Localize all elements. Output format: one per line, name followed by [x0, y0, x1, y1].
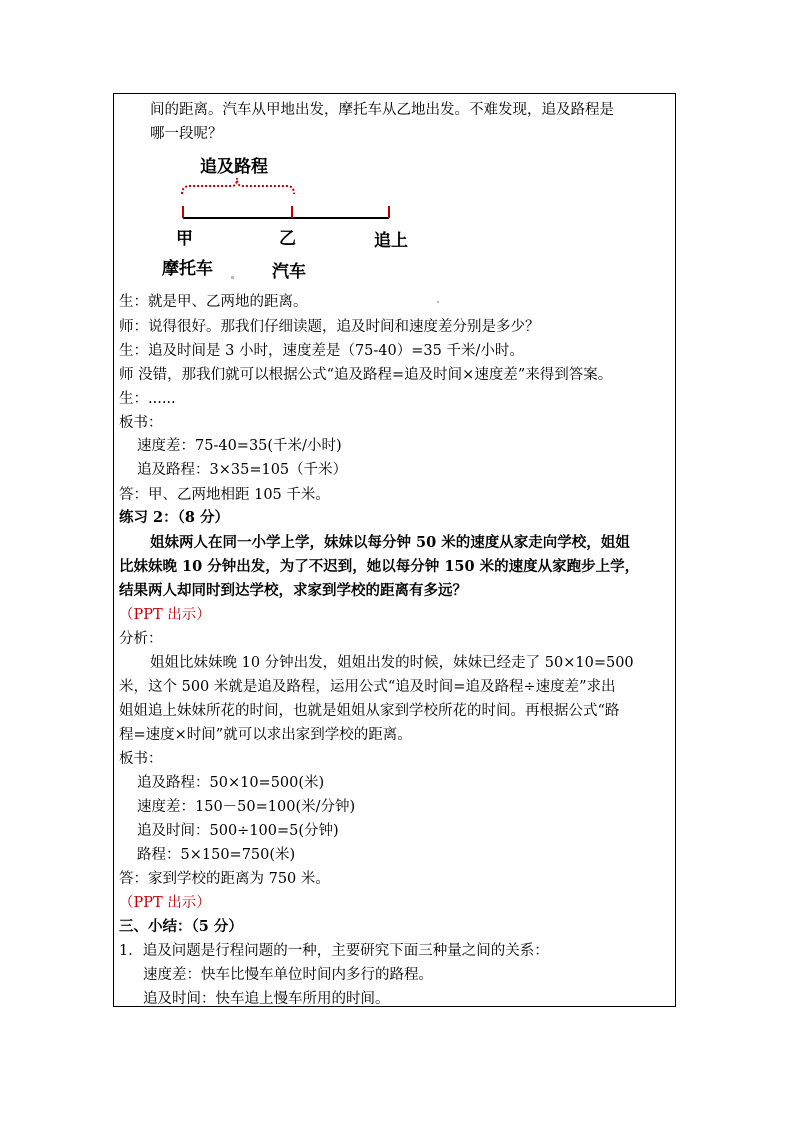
board2-item-speed-diff: 速度差：150－50=100(米/分钟) — [137, 799, 356, 815]
intro-line-1: 间的距离。汽车从甲地出发，摩托车从乙地出发。不难发现，追及路程是 — [150, 102, 614, 118]
point-a-label: 甲 — [176, 229, 193, 249]
board1-item-distance: 追及路程：3×35=105（千米） — [137, 462, 348, 478]
speck-mark — [437, 301, 439, 303]
analysis-line-4: 程=速度×时间”就可以求出家到学校的距离。 — [119, 727, 412, 743]
analysis-title: 分析： — [119, 631, 163, 647]
board2-title: 板书： — [119, 751, 163, 767]
analysis-line-1: 姐姐比妹妹晚 10 分钟出发，姐姐出发的时候，妹妹已经走了 50×10=500 — [150, 655, 634, 671]
board2-item-time: 追及时间：500÷100=5(分钟) — [137, 823, 339, 839]
diagram-svg — [170, 170, 410, 225]
dialogue-line-2: 师：说得很好。那我们仔细读题，追及时间和速度差分别是多少？ — [119, 319, 540, 335]
summary-sub-speed-diff: 速度差：快车比慢车单位时间内多行的路程。 — [143, 967, 433, 983]
car-label: 汽车 — [272, 262, 306, 282]
ppt-note-1: （PPT 出示） — [119, 607, 211, 623]
motorcycle-label: 摩托车 — [162, 259, 213, 279]
dialogue-line-4: 师 没错，那我们就可以根据公式“追及路程=追及时间×速度差”来得到答案。 — [119, 367, 613, 383]
point-c-label: 追上 — [374, 231, 408, 251]
board2-item-distance: 追及路程：50×10=500(米) — [137, 775, 325, 791]
speck-mark — [231, 276, 234, 279]
exercise2-title: 练习 2：（8 分） — [119, 509, 230, 526]
exercise2-problem-line-3: 结果两人却同时到达学校，求家到学校的距离有多远？ — [119, 582, 467, 599]
summary-title: 三、小结：（5 分） — [119, 918, 243, 935]
brace — [182, 178, 294, 194]
board2-answer: 答：家到学校的距离为 750 米。 — [119, 871, 330, 887]
board1-item-speed-diff: 速度差：75-40=35(千米/小时) — [137, 438, 342, 454]
board2-item-route: 路程：5×150=750(米) — [137, 847, 296, 863]
brace-label: 追及路程 — [200, 157, 268, 177]
board1-title: 板书： — [119, 415, 163, 431]
ppt-note-2: （PPT 出示） — [119, 895, 211, 911]
dialogue-line-5: 生：...... — [119, 391, 176, 407]
point-b-label: 乙 — [279, 229, 296, 249]
analysis-line-2: 米，这个 500 米就是追及路程，运用公式“追及时间=追及路程÷速度差”求出 — [119, 679, 616, 695]
intro-line-2: 哪一段呢？ — [150, 126, 223, 142]
analysis-line-3: 姐姐追上妹妹所花的时间，也就是姐姐从家到学校所花的时间。再根据公式“路 — [119, 703, 620, 719]
exercise2-problem-line-2: 比妹妹晚 10 分钟出发，为了不迟到，她以每分钟 150 米的速度从家跑步上学， — [119, 558, 640, 575]
summary-sub-chase-time: 追及时间：快车追上慢车所用的时间。 — [143, 991, 390, 1007]
summary-item-1: 1．追及问题是行程问题的一种，主要研究下面三种量之间的关系： — [119, 943, 549, 959]
board1-answer: 答：甲、乙两地相距 105 千米。 — [119, 487, 330, 503]
dialogue-line-3: 生：追及时间是 3 小时，速度差是（75-40）=35 千米/小时。 — [119, 343, 524, 359]
exercise2-problem-line-1: 姐妹两人在同一小学上学，妹妹以每分钟 50 米的速度从家走向学校，姐姐 — [150, 534, 630, 551]
dialogue-line-1: 生：就是甲、乙两地的距离。 — [119, 294, 308, 310]
